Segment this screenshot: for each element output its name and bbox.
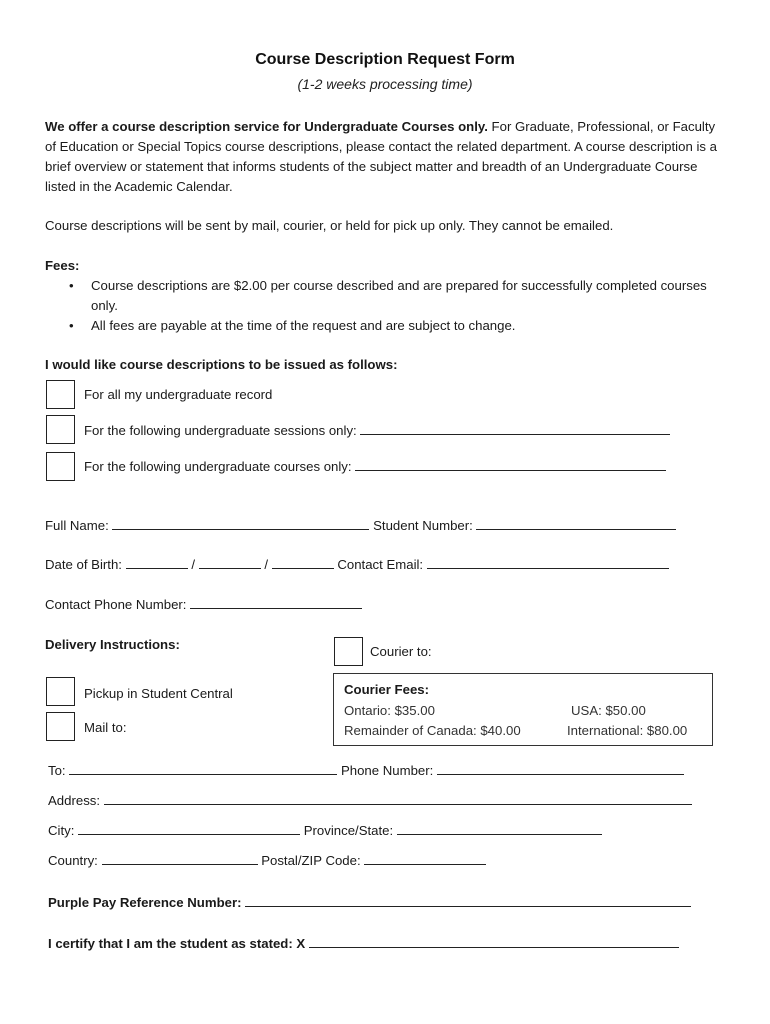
- city-field[interactable]: [78, 822, 300, 835]
- bullet-icon: •: [69, 318, 74, 333]
- list-item: [45, 316, 725, 336]
- sessions-option: [84, 422, 670, 438]
- contact-phone-label: Contact Phone Number:: [45, 597, 187, 612]
- fee-item-text: All fees are payable at the time of the request and are subject to change.: [91, 318, 516, 333]
- postal-field[interactable]: [364, 852, 486, 865]
- contact-email-label: Contact Email:: [337, 557, 424, 572]
- fees-list: [45, 276, 725, 336]
- phone-field[interactable]: [437, 762, 684, 775]
- pickup-label: Pickup in Student Central: [84, 686, 233, 701]
- sessions-checkbox[interactable]: [46, 415, 75, 444]
- purple-pay-field[interactable]: [245, 894, 691, 907]
- courses-label: For the following undergraduate courses only:: [84, 459, 352, 474]
- city-label: City:: [48, 823, 75, 838]
- to-row: [48, 762, 684, 778]
- student-number-field[interactable]: [476, 517, 676, 530]
- dob-year-field[interactable]: [272, 556, 334, 569]
- courses-option: [84, 458, 666, 474]
- dob-separator: /: [264, 557, 268, 572]
- signature-field[interactable]: [309, 935, 679, 948]
- all-record-checkbox[interactable]: [46, 380, 75, 409]
- mail-checkbox[interactable]: [46, 712, 75, 741]
- fee-ontario: Ontario: $35.00: [344, 703, 435, 718]
- mail-label: Mail to:: [84, 720, 127, 735]
- dob-label: Date of Birth:: [45, 557, 122, 572]
- all-record-label: For all my undergraduate record: [84, 387, 273, 402]
- phone-row: [45, 596, 362, 612]
- city-row: [48, 822, 602, 838]
- country-label: Country:: [48, 853, 98, 868]
- fee-international: International: $80.00: [567, 723, 688, 738]
- intro-paragraph: [45, 117, 725, 197]
- phone-label: Phone Number:: [340, 763, 434, 778]
- certify-label: I certify that I am the student as stated: X: [48, 936, 306, 951]
- pickup-checkbox[interactable]: [46, 677, 75, 706]
- dob-month-field[interactable]: [199, 556, 261, 569]
- sessions-field[interactable]: [360, 422, 670, 435]
- fee-item-text: Course descriptions are $2.00 per course described and are prepared for successfully completed courses only.: [91, 278, 707, 313]
- delivery-heading: Delivery Instructions:: [45, 637, 180, 652]
- sessions-label: For the following undergraduate sessions only:: [84, 423, 357, 438]
- issue-heading: I would like course descriptions to be issued as follows:: [45, 357, 398, 372]
- dob-separator: /: [191, 557, 195, 572]
- purple-pay-row: [48, 894, 691, 910]
- full-name-label: Full Name:: [45, 518, 109, 533]
- dob-row: [45, 556, 669, 572]
- province-label: Province/State:: [303, 823, 394, 838]
- contact-email-field[interactable]: [427, 556, 669, 569]
- address-field[interactable]: [104, 792, 692, 805]
- postal-label: Postal/ZIP Code:: [261, 853, 361, 868]
- province-field[interactable]: [397, 822, 602, 835]
- fee-usa: USA: $50.00: [571, 703, 646, 718]
- courier-fees-box: [333, 673, 713, 746]
- intro-bold-lead: We offer a course description service for Undergraduate Courses only.: [45, 119, 488, 134]
- to-field[interactable]: [69, 762, 337, 775]
- courier-label: Courier to:: [370, 644, 432, 659]
- courier-checkbox[interactable]: [334, 637, 363, 666]
- intro-text: For Graduate, Professional, or Faculty of Education or Special Topics course descriptions, please contact the related department. A course description is a brief overview or statement that informs students of the subject matter and breadth of an Undergraduate Course listed in the Academic Calendar.: [45, 119, 717, 194]
- dob-day-field[interactable]: [126, 556, 188, 569]
- courier-fees-heading: Courier Fees:: [344, 682, 430, 697]
- address-row: [48, 792, 692, 808]
- address-label: Address:: [48, 793, 101, 808]
- courses-field[interactable]: [355, 458, 666, 471]
- fee-canada: Remainder of Canada: $40.00: [344, 723, 521, 738]
- contact-phone-field[interactable]: [190, 596, 362, 609]
- country-field[interactable]: [102, 852, 258, 865]
- list-item: [45, 276, 725, 316]
- name-row: [45, 517, 676, 533]
- fees-heading: Fees:: [45, 258, 80, 273]
- purple-pay-label: Purple Pay Reference Number:: [48, 895, 242, 910]
- form-title: Course Description Request Form: [255, 51, 515, 68]
- full-name-field[interactable]: [112, 517, 369, 530]
- delivery-note: Course descriptions will be sent by mail, courier, or held for pick up only. They cannot be emailed.: [45, 218, 614, 233]
- courses-checkbox[interactable]: [46, 452, 75, 481]
- bullet-icon: •: [69, 278, 74, 293]
- to-label: To:: [48, 763, 66, 778]
- form-subtitle: (1-2 weeks processing time): [297, 76, 473, 92]
- certify-row: [48, 935, 679, 951]
- student-number-label: Student Number:: [373, 518, 473, 533]
- country-row: [48, 852, 486, 868]
